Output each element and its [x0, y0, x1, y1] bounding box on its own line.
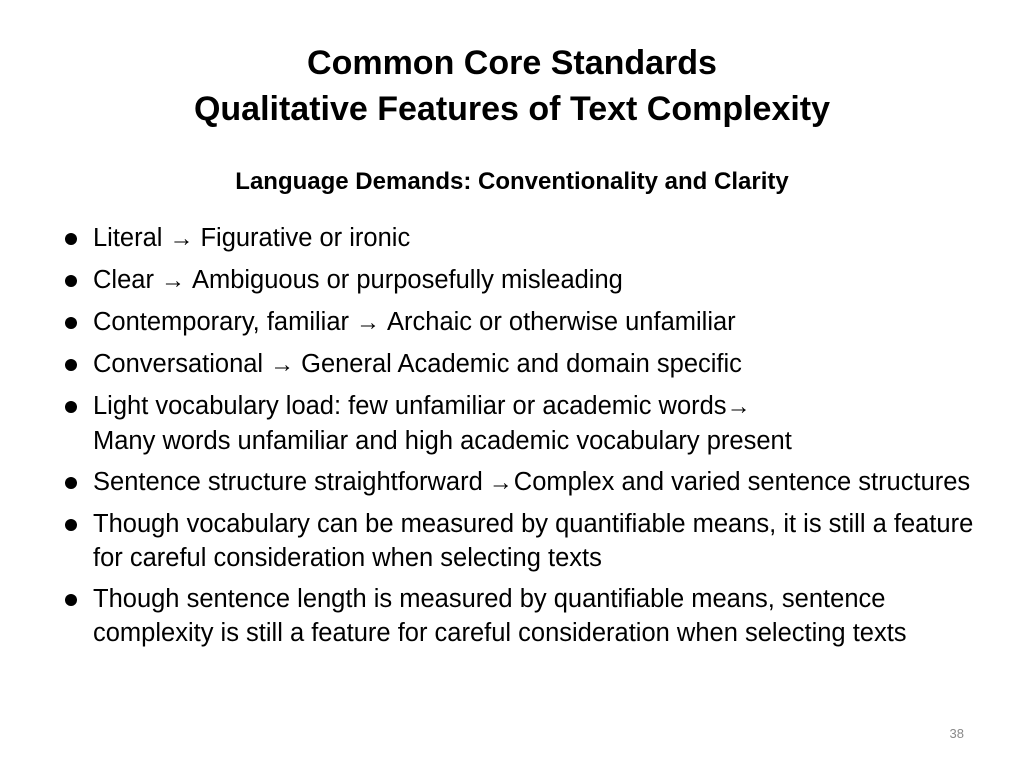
arrow-right-icon: → — [356, 309, 381, 336]
bullet-dot-icon — [65, 519, 77, 531]
bullet-text-after: Many words unfamiliar and high academic vocabulary present — [93, 427, 792, 455]
bullet-text-before: Clear — [93, 266, 154, 294]
bullet-dot-icon — [65, 359, 77, 371]
bullet-dot-icon — [65, 401, 77, 413]
bullet-list — [60, 221, 1000, 657]
bullet-item — [60, 347, 1000, 382]
bullet-item — [60, 221, 1000, 256]
bullet-dot-icon — [65, 233, 77, 245]
bullet-text-after: Figurative or ironic — [200, 224, 411, 252]
slide-title — [0, 40, 1024, 132]
title-line-1: Common Core Standards — [307, 44, 717, 82]
bullet-text-before: Sentence structure straightforward — [93, 468, 483, 496]
bullet-item — [60, 389, 1000, 458]
arrow-right-icon: → — [160, 267, 185, 294]
arrow-right-icon: → — [270, 351, 295, 378]
bullet-item — [60, 305, 1000, 340]
bullet-item — [60, 507, 1000, 575]
bullet-text-before: Literal — [93, 224, 163, 252]
arrow-right-icon: → — [726, 393, 751, 420]
page-number: 38 — [949, 726, 964, 741]
title-line-2: Qualitative Features of Text Complexity — [193, 90, 831, 128]
bullet-dot-icon — [65, 477, 77, 489]
bullet-text: Though vocabulary can be measured by quantifiable means, it is still a feature for careful consideration when selecting texts — [93, 510, 974, 572]
bullet-dot-icon — [65, 275, 77, 287]
bullet-text-before: Conversational — [93, 350, 264, 378]
arrow-right-icon: → — [488, 469, 513, 496]
bullet-text-before: Light vocabulary load: few unfamiliar or academic words — [93, 392, 727, 420]
bullet-text-after: Ambiguous or purposefully misleading — [191, 266, 623, 294]
bullet-text-before: Contemporary, familiar — [93, 308, 350, 336]
bullet-text-after: Archaic or otherwise unfamiliar — [387, 308, 736, 336]
bullet-text-after: Complex and varied sentence structures — [513, 468, 971, 496]
bullet-item — [60, 263, 1000, 298]
bullet-item — [60, 465, 1000, 500]
bullet-dot-icon — [65, 317, 77, 329]
bullet-text: Though sentence length is measured by quantifiable means, sentence complexity is still a feature for careful consideration when selecting texts — [93, 585, 907, 647]
bullet-text-after: General Academic and domain specific — [301, 350, 742, 378]
bullet-dot-icon — [65, 594, 77, 606]
slide-subtitle: Language Demands: Conventionality and Clarity — [235, 168, 789, 195]
arrow-right-icon: → — [169, 225, 194, 252]
bullet-item — [60, 582, 1000, 650]
